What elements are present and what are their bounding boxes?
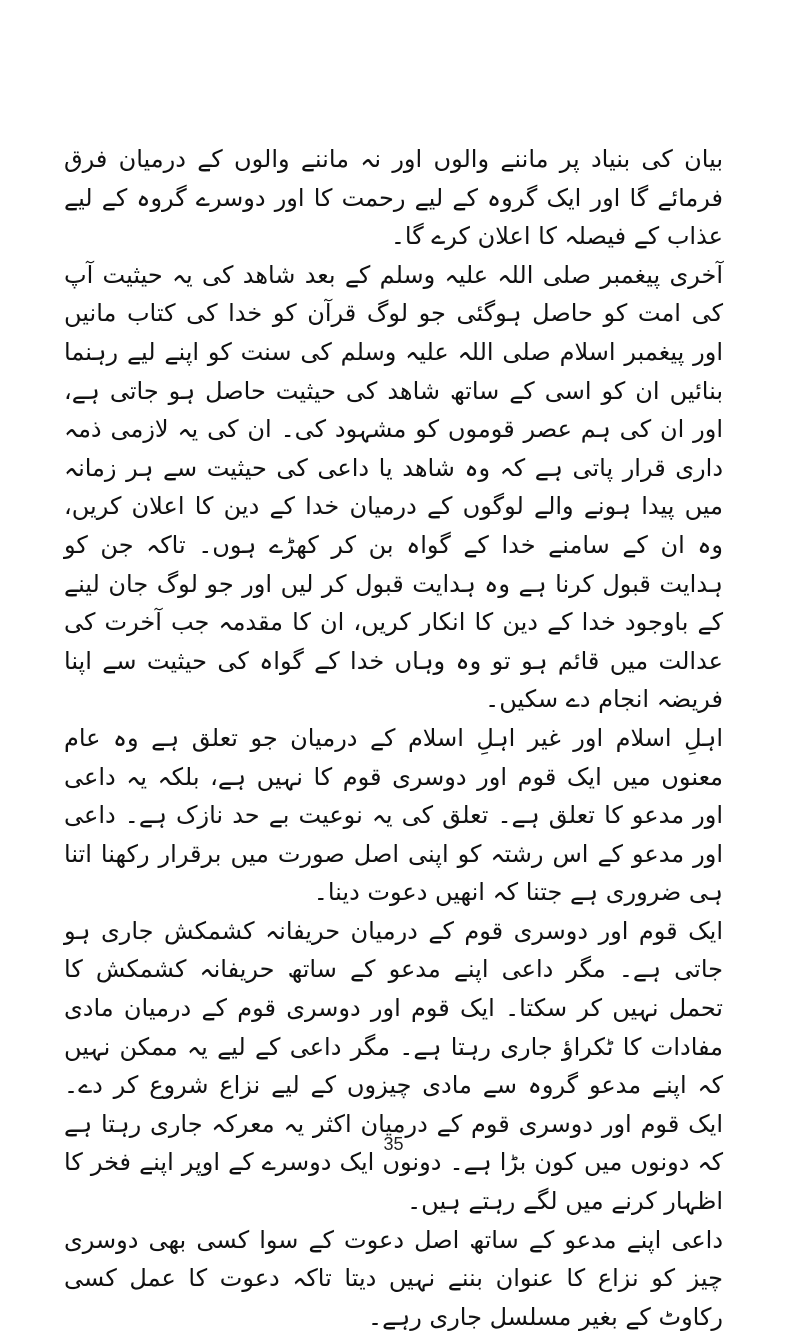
page-body-text	[64, 140, 723, 1336]
paragraph: ایک قوم اور دوسری قوم کے درمیان حریفانہ کشمکش جاری ہو جاتی ہے۔ مگر داعی اپنے مدعو کے ساتھ حریفانہ کشمکش کا تحمل نہیں کر سکتا۔ ایک قوم اور دوسری قوم کے درمیان مادی مفادات کا ٹکراؤ جاری رہتا ہے۔ مگر داعی کے لیے یہ ممکن نہیں کہ اپنے مدعو گروہ سے مادی چیزوں کے لیے نزاع شروع کر دے۔ ایک قوم اور دوسری قوم کے درمیان اکثر یہ معرکہ جاری رہتا ہے کہ دونوں میں کون بڑا ہے۔ دونوں ایک دوسرے کے اوپر اپنے فخر کا اظہار کرنے میں لگے رہتے ہیں۔	[64, 916, 723, 1216]
paragraph: داعی اپنے مدعو کے ساتھ اصل دعوت کے سوا کسی بھی دوسری چیز کو نزاع کا عنوان بننے نہیں دیتا تاکہ دعوت کا عمل کسی رکاوٹ کے بغیر مسلسل جاری رہے۔	[64, 1225, 723, 1331]
page-number: 35	[383, 1134, 404, 1154]
paragraph: آخری پیغمبر صلی اللہ علیہ وسلم کے بعد شاھد کی یہ حیثیت آپ کی امت کو حاصل ہوگئی جو لوگ قرآن کو خدا کی کتاب مانیں اور پیغمبر اسلام صلی اللہ علیہ وسلم کی سنت کو اپنے لیے رہنما بنائیں ان کو اسی کے ساتھ شاھد کی حیثیت حاصل ہو جاتی ہے، اور ان کی ہم عصر قوموں کو مشہود کی۔ ان کی یہ لازمی ذمہ داری قرار پاتی ہے کہ وہ شاھد یا داعی کی حیثیت سے ہر زمانہ میں پیدا ہونے والے لوگوں کے درمیان خدا کے دین کا اعلان کریں، وہ ان کے سامنے خدا کے گواہ بن کر کھڑے ہوں۔ تاکہ جن کو ہدایت قبول کرنا ہے وہ ہدایت قبول کر لیں اور جو لوگ جان لینے کے باوجود خدا کے دین کا انکار کریں، ان کا مقدمہ جب آخرت کی عدالت میں قائم ہو تو وہ وہاں خدا کے گواہ کی حیثیت سے اپنا فریضہ انجام دے سکیں۔	[64, 260, 723, 714]
paragraph: اہلِ اسلام اور غیر اہلِ اسلام کے درمیان جو تعلق ہے وہ عام معنوں میں ایک قوم اور دوسری قوم کا نہیں ہے، بلکہ یہ داعی اور مدعو کا تعلق ہے۔ تعلق کی یہ نوعیت بے حد نازک ہے۔ داعی اور مدعو کے اس رشتہ کو اپنی اصل صورت میں برقرار رکھنا اتنا ہی ضروری ہے جتنا کہ انھیں دعوت دینا۔	[64, 723, 723, 907]
paragraph: بیان کی بنیاد پر ماننے والوں اور نہ ماننے والوں کے درمیان فرق فرمائے گا اور ایک گروہ کے لیے رحمت کا اور دوسرے گروہ کے لیے عذاب کے فیصلہ کا اعلان کرے گا۔	[64, 145, 723, 251]
